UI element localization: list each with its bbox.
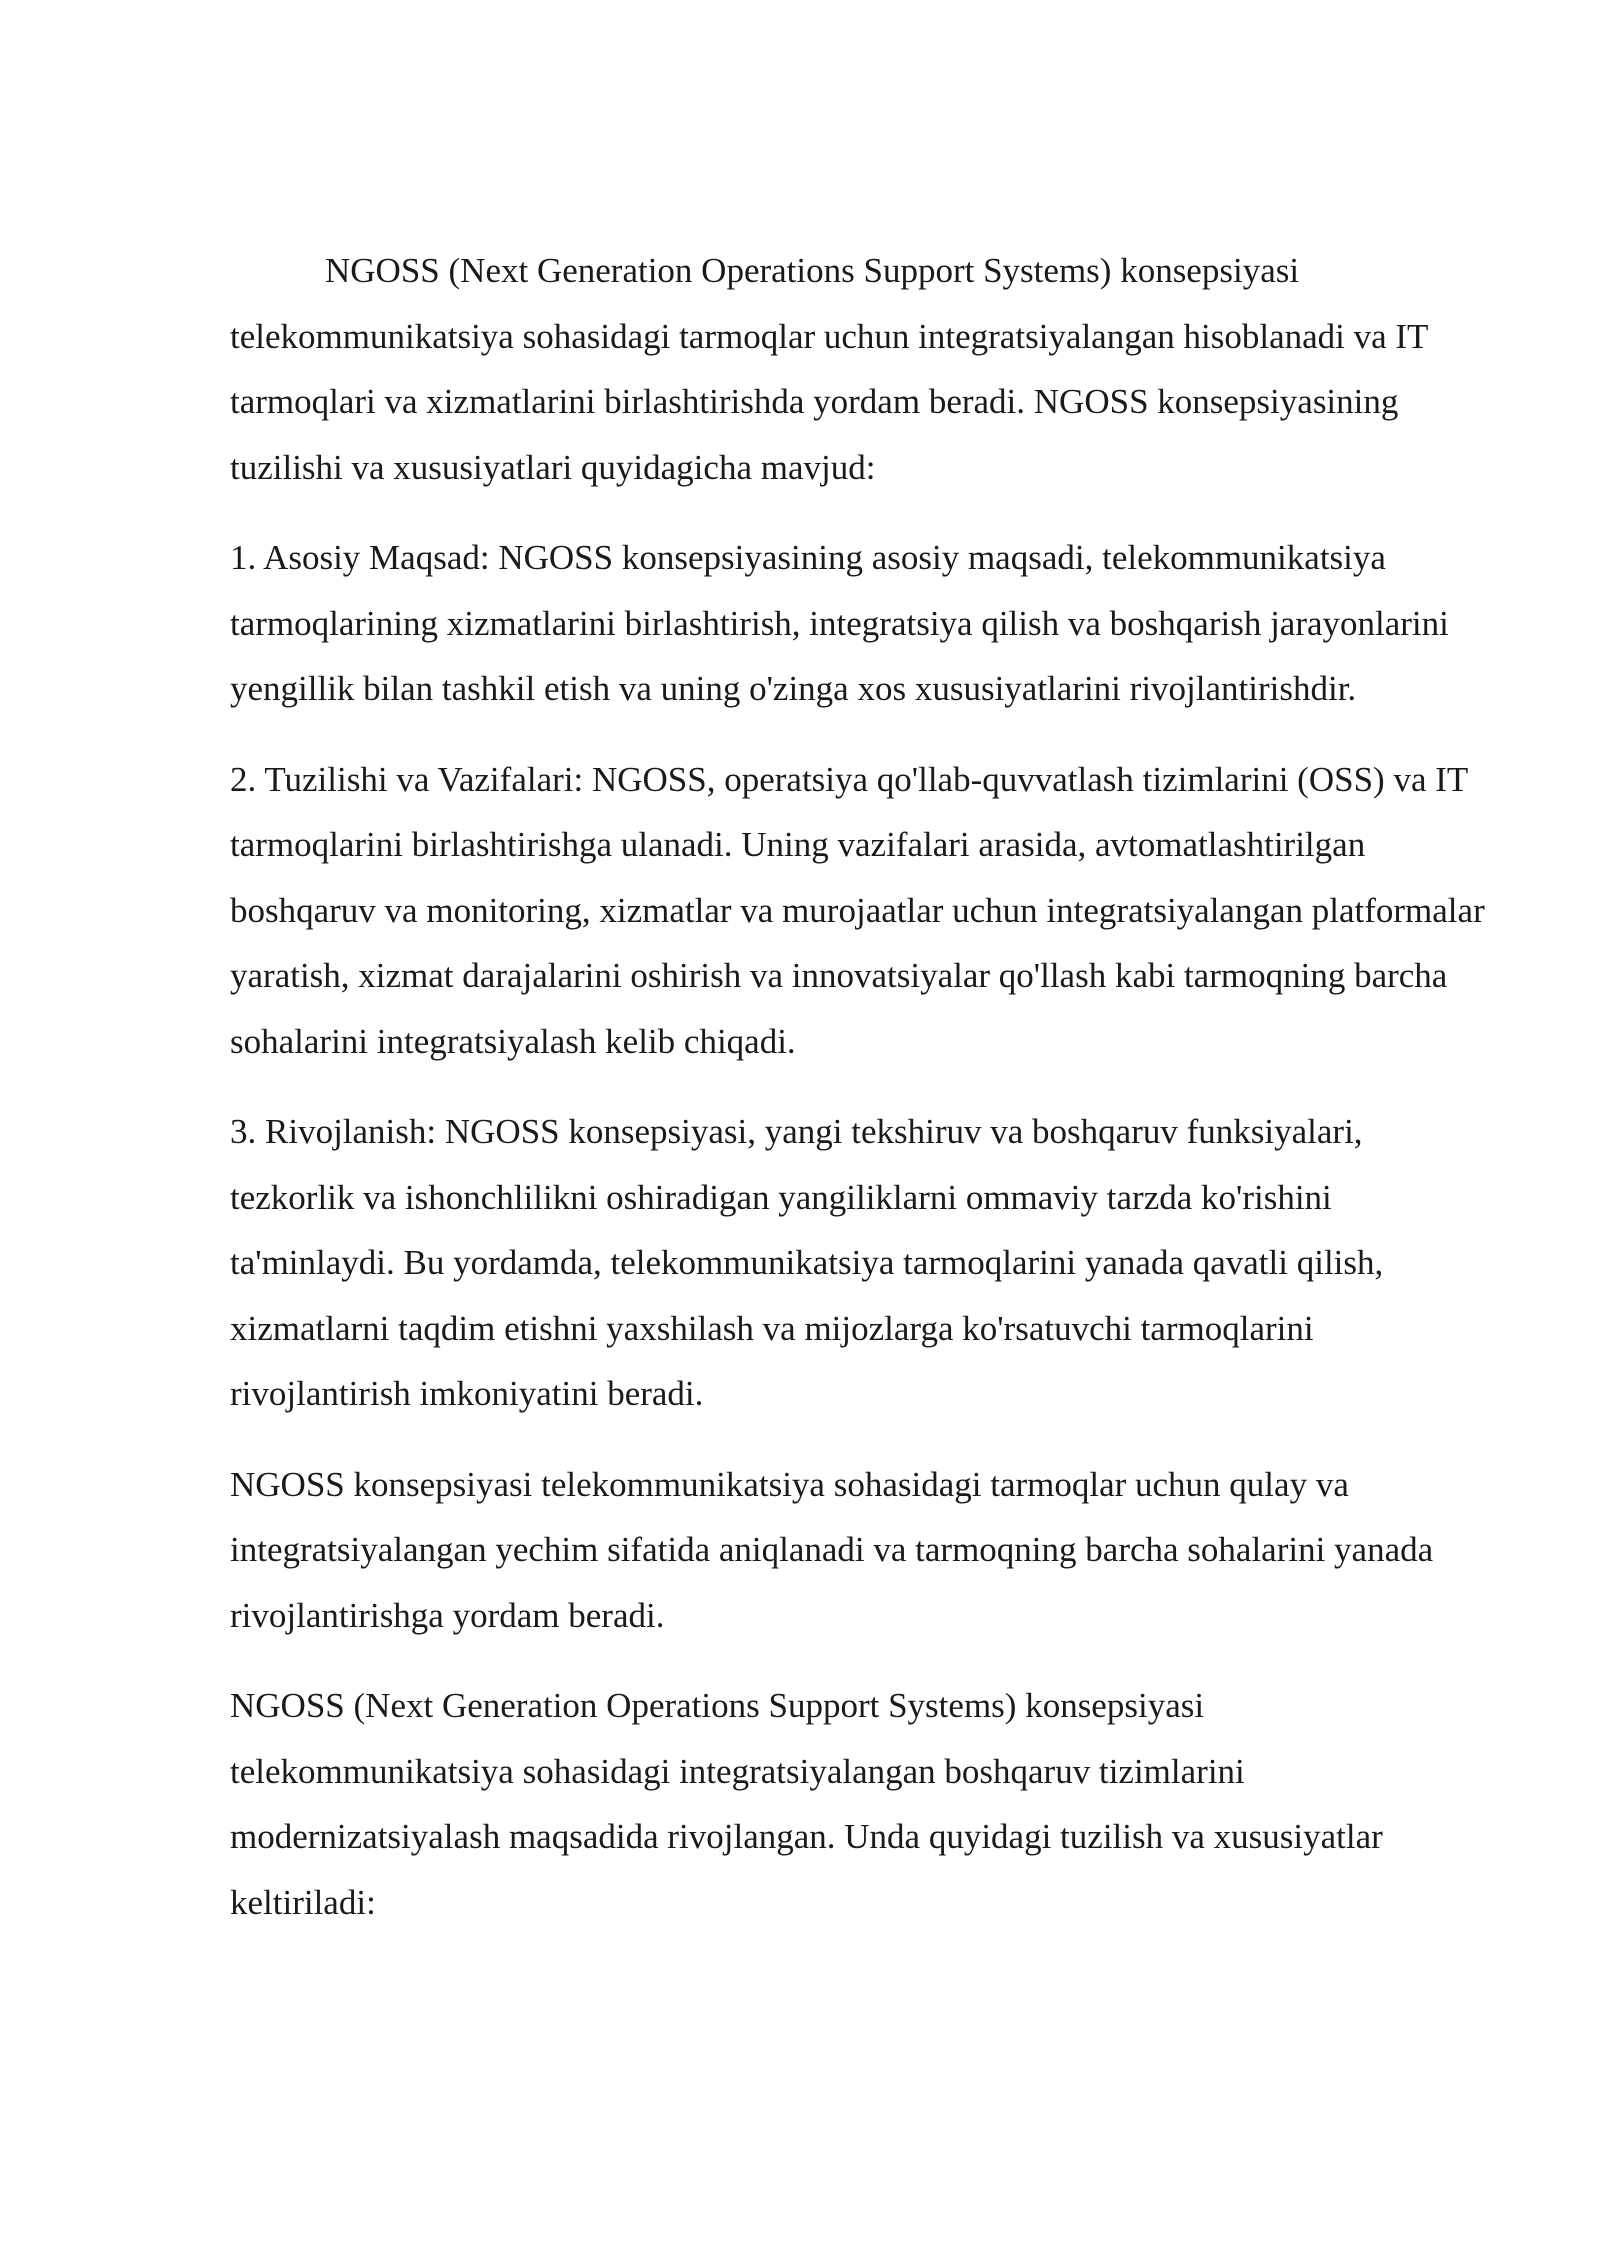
list-item-asosiy-maqsad: 1. Asosiy Maqsad: NGOSS konsepsiyasining asosiy maqsadi, telekommunikatsiya tarmoqlarining xizmatlarini birlashtirish, integratsiya qilish va boshqarish jarayonlarini yengillik bilan tashkil etish va uning o'zinga xos xususiyatlarini rivojlantirishdir. <box>230 538 1449 708</box>
intro-paragraph: NGOSS (Next Generation Operations Support Systems) konsepsiyasi telekommunikatsiya sohasidagi tarmoqlar uchun integratsiyalangan hisoblanadi va IT tarmoqlari va xizmatlarini birlashtirishda yordam beradi. NGOSS konsepsiyasining tuzilishi va xususiyatlari quyidagicha mavjud: <box>230 251 1428 487</box>
document-body <box>230 238 1495 1960</box>
summary-paragraph: NGOSS konsepsiyasi telekommunikatsiya sohasidagi tarmoqlar uchun qulay va integratsiyalangan yechim sifatida aniqlanadi va tarmoqning barcha sohalarini yanada rivojlantirishga yordam beradi. <box>230 1464 1434 1635</box>
closing-paragraph: NGOSS (Next Generation Operations Support Systems) konsepsiyasi telekommunikatsiya sohasidagi integratsiyalangan boshqaruv tizimlarini modernizatsiyalash maqsadida rivojlangan. Unda quyidagi tuzilish va xususiyatlar keltiriladi: <box>230 1686 1383 1922</box>
list-item-tuzilishi-va-vazifalari: 2. Tuzilishi va Vazifalari: NGOSS, operatsiya qo'llab-quvvatlash tizimlarini (OSS) va IT tarmoqlarini birlashtirishga ulanadi. Uning vazifalari arasida, avtomatlashtirilgan boshqaruv va monitoring, xizmatlar va murojaatlar uchun integratsiyalangan platformalar yaratish, xizmat darajalarini oshirish va innovatsiyalar qo'llash kabi tarmoqning barcha sohalarini integratsiyalash kelib chiqadi. <box>230 759 1485 1061</box>
list-item-rivojlanish: 3. Rivojlanish: NGOSS konsepsiyasi, yangi tekshiruv va boshqaruv funksiyalari, tezkorlik va ishonchlilikni oshiradigan yangiliklarni ommaviy tarzda ko'rishini ta'minlaydi. Bu yordamda, telekommunikatsiya tarmoqlarini yanada qavatli qilish, xizmatlarni taqdim etishni yaxshilash va mijozlarga ko'rsatuvchi tarmoqlarini rivojlantirish imkoniyatini beradi. <box>230 1112 1384 1413</box>
